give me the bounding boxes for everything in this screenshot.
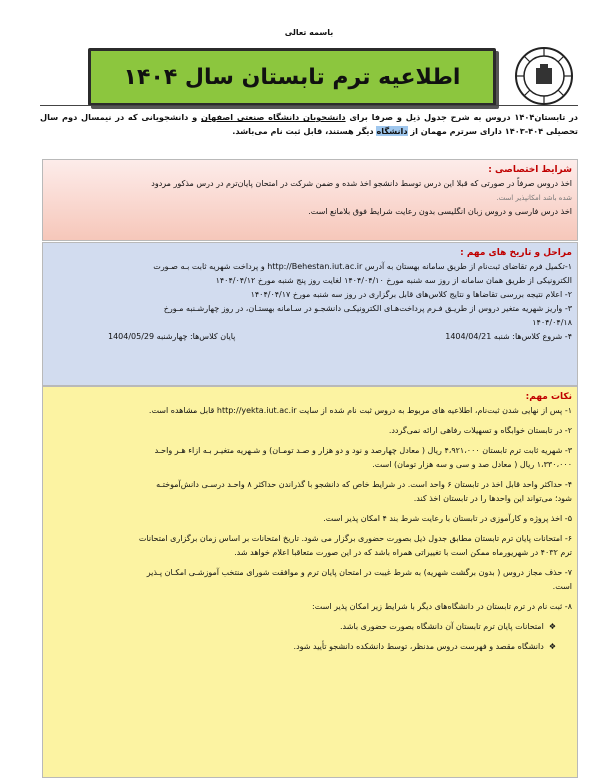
class-start: ۴- شروع کلاس‌ها: شنبه 1404/04/21: [445, 332, 572, 341]
diamond-bullet-icon: ❖: [548, 622, 556, 631]
date-item-3a: ۳- واریز شهریه متغیر دروس از طریـق فـرم پرداخت‌هـای الکترونیکـی دانشجـو در سـامانه بهستـان، در روز چهارشـنبه مـورخ: [163, 304, 572, 313]
note-8: ۸- ثبت نام در ترم تابستان در دانشگاه‌های دیگر با شرایط زیر امکان پذیر است:: [312, 602, 572, 611]
note-1: ۱- پس از نهایی شدن ثبت‌نام، اطلاعیه های مربوط به دروس ثبت نام شده از سایت http://yekta.iut.ac.ir قابل مشاهده است.: [148, 406, 572, 415]
notes-title: نکات مهم:: [525, 392, 572, 402]
university-logo: [514, 46, 574, 106]
note-bullet-1: [48, 620, 572, 634]
intro-text-4: دانشگاه: [376, 126, 408, 136]
date-item-3b: ۱۴۰۴/۰۴/۱۸: [532, 318, 572, 327]
note-4a: ۴- حداکثر واحد قابل اخذ در تابستان ۶ واحد است. در شرایط خاص که دانشجو با گذراندن حداکثر ۸ واحـد درسـی دانش‌آموختـه: [156, 480, 572, 489]
announcement-page: [40, 18, 578, 778]
page-title: اطلاعیه ترم تابستان سال ۱۴۰۴: [123, 64, 461, 90]
note-7a: ۷- حذف مجاز دروس ( بدون برگشت شهریه) به شرط غیبت در امتحان پایان ترم و موافقت شورای منتخب آموزشـی امکـان پـذیر: [146, 568, 572, 577]
note-3b: ۱،۳۳۰،۰۰۰ ریال ( معادل صد و سی و سه هزار تومان) است.: [372, 460, 572, 469]
date-item-2: ۲- اعلام نتیجه بررسی تقاضاها و نتایج کلاس‌های قابل برگزاری در روز سه شنبه مورخ ۱۴۰۴/۰۴/۱۷: [250, 290, 572, 299]
intro-paragraph: [40, 110, 578, 138]
date-item-4: [48, 330, 572, 344]
divider: [40, 105, 578, 106]
date-item-1b: الکترونیکی از طریق همان سامانه از روز سه شنبه مورخ ۱۴۰۴/۰۴/۱۰ لغایت روز پنج شنبه مورخ ۱۴۰۴/۰۴/۱۲: [215, 276, 572, 285]
intro-text-5: دیگر هستند، قابل ثبت نام می‌باشد.: [232, 126, 374, 136]
intro-text-1: در تابستان۱۴۰۴ دروس به شرح جدول ذیل و صرفا برای: [349, 112, 578, 122]
diamond-bullet-icon: ❖: [548, 642, 556, 651]
special-conditions-title: شرایط اختصاصی :: [488, 165, 572, 175]
intro-text-2: دانشجویان دانشگاه صنعتی اصفهان: [201, 112, 346, 122]
note-7b: است.: [552, 582, 572, 591]
bismillah-heading: باسمه تعالی: [284, 28, 334, 37]
note-5: ۵- اخذ پروژه و کارآموزی در تابستان با رعایت شرط بند ۴ امکان پذیر است.: [323, 514, 572, 523]
note-4b: شود؛ می‌تواند این واحدها را در تابستان اخذ کند.: [413, 494, 572, 503]
note-2: ۲- در تابستان خوابگاه و تسهیلات رفاهی ارائه نمی‌گردد.: [388, 426, 572, 435]
notes-section: [42, 386, 578, 778]
note-bullet-2: [48, 640, 572, 654]
bullet-text-1: امتحانات پایان ترم تابستان آن دانشگاه بصورت حضوری باشد.: [339, 622, 544, 631]
note-3a: ۳- شهریه ثابت ترم تابستان ۴،۹۲۱،۰۰۰ ریال ( معادل چهارصد و نود و دو هزار و صـد تومـان) و شـهریه متغیـر بـه ازاء هـر واحـد: [154, 446, 572, 455]
special-line-1: اخذ دروس صرفاً در صورتی که قبلا این درس توسط دانشجو اخذ شده و ضمن شرکت در امتحان پایان‌ترم در درس مذکور مردود: [151, 179, 572, 188]
dates-section: [42, 242, 578, 386]
date-item-1a: ۱-تکمیل فرم تقاضای ثبت‌نام از طریق سامانه بهستان به آدرس http://Behestan.iut.ac.ir و پرداخت شهریه ثابت بـه صـورت: [153, 262, 572, 271]
title-banner: [88, 48, 496, 106]
special-line-2: اخذ درس فارسی و دروس زبان انگلیسی بدون رعایت شرایط فوق بلامانع است.: [308, 207, 572, 216]
note-6b: ترم ۴۰۳۲ در شهریورماه ممکن است با تغییراتی همراه باشد که در این صورت متعاقبا اعلام خواهد شد.: [234, 548, 572, 557]
dates-title: مراحل و تاریخ های مهم :: [460, 248, 572, 258]
special-line-1b: شده باشد امکانپذیر است.: [496, 194, 572, 202]
class-end: پایان کلاس‌ها: چهارشنبه 1404/05/29: [108, 332, 236, 341]
bullet-text-2: دانشگاه مقصد و فهرست دروس مدنظر، توسط دانشکده دانشجو تأیید شود.: [293, 642, 544, 651]
intro-text-3: و دانشجویانی که در نیمسال دوم سال تحصیلی ۴۰۴-۱۴۰۳ دارای سرترم مهمان از: [40, 112, 578, 136]
special-conditions-section: [42, 159, 578, 241]
note-6a: ۶- امتحانات پایان ترم تابستان مطابق جدول ذیل بصورت حضوری برگزار می شود. تاریخ امتحانات بر اساس زمان برگزاری امتحانات: [138, 534, 572, 543]
